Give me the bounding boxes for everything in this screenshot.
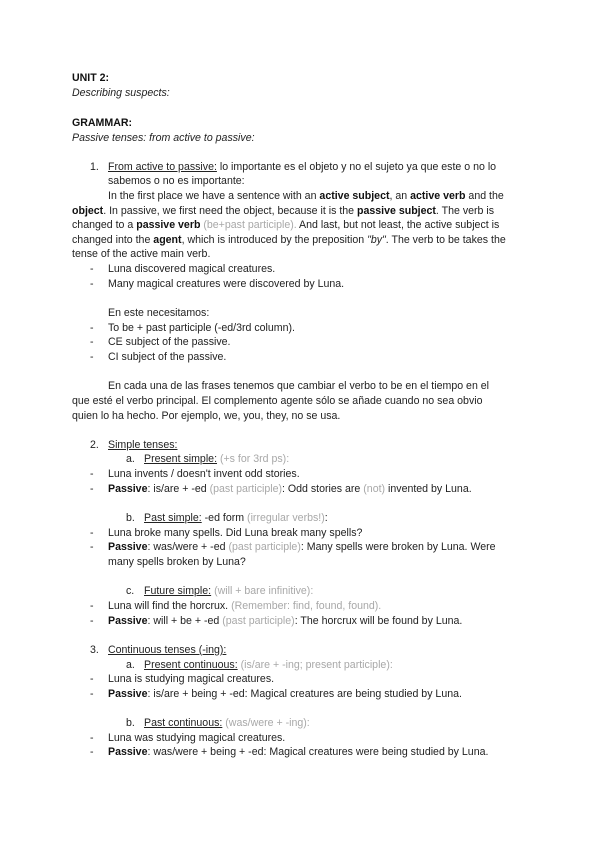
example-active: Luna broke many spells. Did Luna break many spells? — [108, 527, 363, 539]
bullet: - — [90, 746, 94, 758]
sub-letter: b. — [126, 717, 135, 729]
section1-text-line: changed to a passive verb (be+past participle). And last, but not least, the active subject is — [72, 219, 500, 231]
sub-letter: b. — [126, 512, 135, 524]
section-number: 1. — [90, 161, 99, 173]
spanish-paragraph-line: que esté el verbo principal. El complemento agente sólo se añade cuando no sea obvio — [72, 395, 483, 407]
example-passive: Passive: is/are + being + -ed: Magical creatures are being studied by Luna. — [108, 688, 462, 700]
bullet: - — [90, 336, 94, 348]
spanish-paragraph-line: quien lo ha hecho. Por ejemplo, we, you, they, no se usa. — [72, 410, 341, 422]
bullet: - — [90, 732, 94, 744]
example-passive: Passive: will + be + -ed (past participle): The horcrux will be found by Luna. — [108, 615, 463, 627]
section1-text-line: In the first place we have a sentence with an active subject, an active verb and the — [108, 190, 504, 202]
bullet: - — [90, 673, 94, 685]
example-passive: Passive: was/were + being + -ed: Magical creatures were being studied by Luna. — [108, 746, 489, 758]
bullet: - — [90, 527, 94, 539]
example-active: Luna was studying magical creatures. — [108, 732, 286, 744]
spanish-paragraph-line: En cada una de las frases tenemos que cambiar el verbo to be en el tiempo en el — [108, 380, 490, 392]
section-number: 3. — [90, 644, 99, 656]
future-simple-heading: Future simple: (will + bare infinitive): — [144, 585, 314, 597]
unit-subtitle: Describing suspects: — [72, 87, 170, 99]
section1-heading: From active to passive: — [108, 161, 217, 173]
example-active: Luna is studying magical creatures. — [108, 673, 275, 685]
need-title: En este necesitamos: — [108, 307, 210, 319]
sub-letter: c. — [126, 585, 135, 597]
section1-text-line: changed into the agent, which is introduced by the preposition "by". The verb to be takes the — [72, 234, 506, 246]
section1-line2: sabemos o no es importante: — [108, 175, 245, 187]
section1-text-line: tense of the active main verb. — [72, 248, 211, 260]
example-active: Luna invents / doesn't invent odd stories. — [108, 468, 300, 480]
section-number: 2. — [90, 439, 99, 451]
section2-heading: Simple tenses: — [108, 439, 178, 451]
need-item: To be + past participle (-ed/3rd column). — [108, 322, 295, 334]
bullet: - — [90, 351, 94, 363]
bullet: - — [90, 468, 94, 480]
example-passive: Many magical creatures were discovered by Luna. — [108, 278, 345, 290]
bullet: - — [90, 541, 94, 553]
section1-text-line: object. In passive, we first need the object, because it is the passive subject. The verb is — [72, 205, 495, 217]
past-simple-heading: Past simple: -ed form (irregular verbs!): — [144, 512, 328, 524]
bullet: - — [90, 322, 94, 334]
section1-line1: From active to passive: lo importante es el objeto y no el sujeto ya que este o no lo — [108, 161, 497, 173]
bullet: - — [90, 483, 94, 495]
bullet: - — [90, 278, 94, 290]
example-active: Luna will find the horcrux. (Remember: find, found, found). — [108, 600, 382, 612]
example-passive: Passive: is/are + -ed (past participle): Odd stories are (not) invented by Luna. — [108, 483, 472, 495]
section3-heading: Continuous tenses (-ing): — [108, 644, 227, 656]
present-continuous-heading: Present continuous: (is/are + -ing; present participle): — [144, 659, 393, 671]
grammar-title: GRAMMAR: — [72, 117, 133, 129]
need-item: CE subject of the passive. — [108, 336, 231, 348]
bullet: - — [90, 263, 94, 275]
grammar-subtitle: Passive tenses: from active to passive: — [72, 132, 255, 144]
example-active: Luna discovered magical creatures. — [108, 263, 276, 275]
example-passive: Passive: was/were + -ed (past participle): Many spells were broken by Luna. Were — [108, 541, 496, 553]
bullet: - — [90, 600, 94, 612]
need-item: CI subject of the passive. — [108, 351, 227, 363]
bullet: - — [90, 615, 94, 627]
sub-letter: a. — [126, 659, 135, 671]
present-simple-heading: Present simple: (+s for 3rd ps): — [144, 453, 290, 465]
unit-title: UNIT 2: — [72, 72, 110, 84]
sub-letter: a. — [126, 453, 135, 465]
example-passive-cont: many spells broken by Luna? — [108, 556, 246, 568]
past-continuous-heading: Past continuous: (was/were + -ing): — [144, 717, 310, 729]
bullet: - — [90, 688, 94, 700]
